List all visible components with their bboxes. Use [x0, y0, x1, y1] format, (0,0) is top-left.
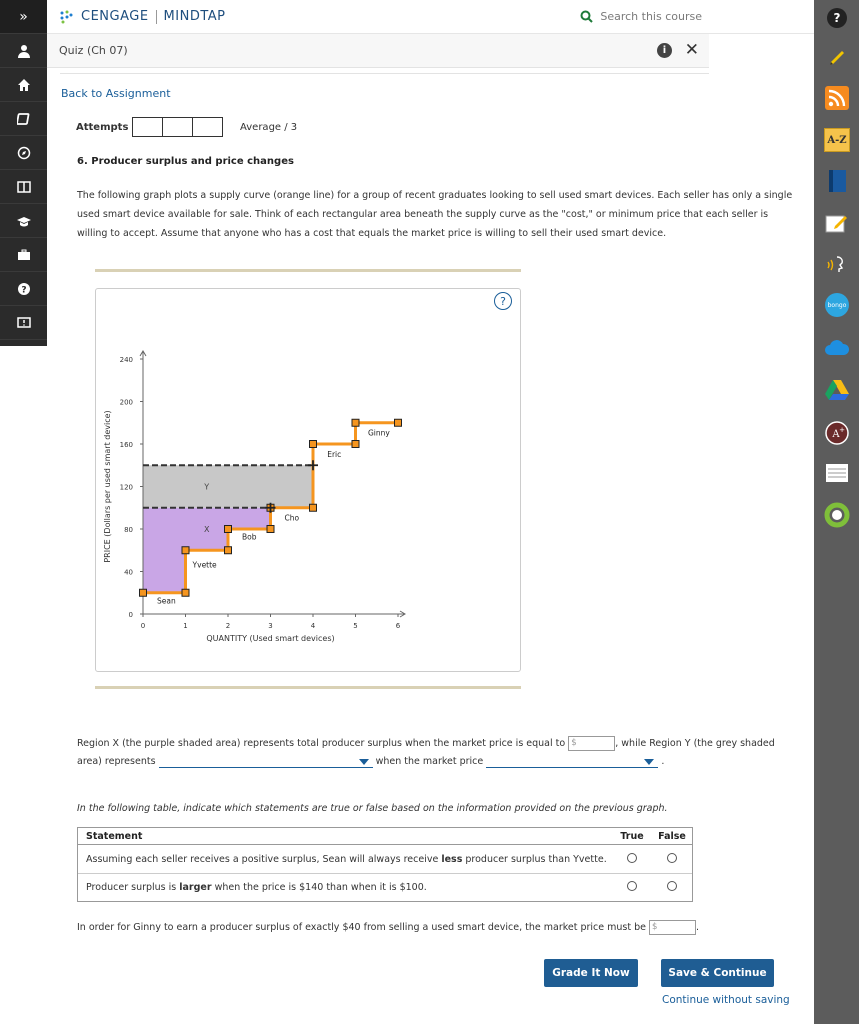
progress-app-icon[interactable]	[824, 502, 850, 528]
rss-app-icon[interactable]	[824, 85, 850, 111]
false-radio[interactable]	[667, 853, 677, 863]
graph-top-rule	[95, 269, 521, 272]
supply-point-marker	[182, 589, 189, 596]
compass-icon[interactable]	[0, 136, 47, 170]
statement-text	[78, 882, 612, 893]
table-row	[78, 845, 692, 873]
table-row	[78, 873, 692, 901]
chevron-down-icon	[644, 759, 654, 765]
activity-divider	[60, 73, 709, 74]
statement-emphasis: less	[441, 853, 463, 865]
x-tick-label: 5	[353, 622, 358, 630]
cengage-logo[interactable]	[59, 9, 226, 24]
glossary-app-icon[interactable]: A-Z	[824, 127, 850, 153]
attempt-box	[132, 117, 163, 137]
readspeaker-app-icon[interactable]	[824, 252, 850, 278]
average-score: Average / 3	[240, 122, 298, 133]
svg-text:+: +	[839, 426, 845, 434]
supply-point-marker	[182, 547, 189, 554]
true-radio[interactable]	[627, 881, 637, 891]
close-icon[interactable]: ✕	[684, 40, 699, 60]
brand-mindtap: MINDTAP	[163, 9, 226, 24]
statement-part: Producer surplus is	[86, 882, 180, 893]
seller-label: Eric	[327, 449, 342, 459]
x-tick-label: 4	[310, 622, 316, 630]
table-header	[78, 828, 692, 845]
double-chevron-icon: »	[19, 8, 28, 25]
x-tick-label: 1	[183, 622, 188, 630]
x-tick-label: 2	[225, 622, 231, 630]
supply-point-marker	[267, 526, 274, 533]
statement-part: Assuming each seller receives a positive surplus, Sean will always receive	[86, 853, 442, 865]
final-question-text: In order for Ginny to earn a producer surplus of exactly $40 from selling a used smart device, the market price must be	[77, 922, 646, 933]
seller-label: Ginny	[367, 428, 390, 438]
notes-app-icon[interactable]	[824, 210, 850, 236]
briefcase-icon[interactable]	[0, 238, 47, 272]
seller-label: Yvette	[192, 560, 217, 570]
supply-point-marker	[310, 441, 317, 448]
final-question	[77, 920, 699, 935]
header-statement: Statement	[86, 830, 143, 842]
x-tick-label: 0	[140, 622, 146, 630]
help-app-icon[interactable]: ?	[824, 5, 850, 31]
supply-graph	[96, 346, 426, 656]
question-intro: The following graph plots a supply curve (orange line) for a group of recent graduates looking to sell used smart devices. Each seller has only a single used smart device available for sale. Think of each rectangular area beneath the supply curve as the "cost," or minimum price that each seller is willing to accept. Assume that anyone who has a cost that equals the market price is willing to sell their used smart device.	[77, 190, 793, 239]
notebook-icon[interactable]	[0, 102, 47, 136]
fill-in-text: area) represents	[77, 756, 156, 767]
ebook-app-icon[interactable]	[824, 168, 850, 194]
statement-part: when the price is $140 than when it is $100.	[211, 882, 427, 893]
chevron-down-icon	[359, 759, 369, 765]
fill-in-text: Region X (the purple shaded area) represents total producer surplus when the market price is equal to	[77, 738, 566, 749]
supply-point-marker	[352, 419, 359, 426]
region-y-dropdown[interactable]	[159, 755, 373, 768]
right-apps-rail	[814, 0, 859, 1024]
true-false-table	[77, 827, 693, 902]
header-false: False	[658, 830, 686, 842]
fill-in-text: , while Region Y (the grey shaded	[615, 738, 775, 749]
x-tick-label: 6	[395, 622, 401, 630]
x-tick-label: 3	[268, 622, 273, 630]
svg-text:A: A	[832, 429, 840, 440]
supply-point-marker	[310, 504, 317, 511]
seller-label: Sean	[157, 596, 176, 606]
info-icon[interactable]: i	[657, 43, 672, 58]
save-and-continue-button[interactable]: Save & Continue	[661, 959, 774, 987]
fill-in-text: when the market price	[375, 756, 484, 767]
attempt-box	[162, 117, 193, 137]
ginny-price-input[interactable]: $	[649, 920, 696, 935]
supply-point-marker	[225, 526, 232, 533]
attempts-label: Attempts	[76, 121, 129, 133]
fill-in-text: .	[661, 756, 665, 767]
expand-rail-button[interactable]	[0, 0, 47, 34]
statement-part: producer surplus than Yvette.	[462, 853, 607, 865]
supply-point-marker	[140, 589, 147, 596]
seller-label: Bob	[242, 532, 257, 542]
pencil-app-icon[interactable]	[824, 45, 850, 71]
activity-bar	[47, 34, 709, 68]
y-tick-label: 120	[119, 483, 133, 492]
final-question-text: .	[696, 922, 700, 933]
statement-text	[78, 854, 612, 865]
brand-cengage: CENGAGE	[81, 9, 149, 24]
cengage-dots-icon	[59, 10, 77, 24]
feedback-icon[interactable]	[0, 306, 47, 340]
left-navigation-rail	[0, 0, 47, 346]
graduation-cap-icon[interactable]	[0, 204, 47, 238]
seller-label: Cho	[284, 513, 300, 523]
continue-without-saving-link[interactable]: Continue without saving	[662, 994, 790, 1006]
price-change-dropdown[interactable]	[486, 755, 658, 768]
help-circle-icon[interactable]	[0, 272, 47, 306]
course-search[interactable]	[580, 10, 702, 23]
table-instruction: In the following table, indicate which statements are true or false based on the information provided on the previous graph.	[77, 803, 668, 814]
google-drive-app-icon[interactable]	[824, 377, 850, 403]
grade-it-now-button[interactable]: Grade It Now	[544, 959, 638, 987]
y-tick-label: 200	[119, 398, 133, 407]
user-icon[interactable]	[0, 34, 47, 68]
top-header	[47, 0, 814, 34]
brand-divider	[156, 10, 157, 24]
back-to-assignment-link[interactable]: Back to Assignment	[61, 87, 171, 100]
cloud-app-icon[interactable]	[824, 335, 850, 361]
false-radio[interactable]	[667, 881, 677, 891]
fill-in-line-1	[77, 736, 775, 751]
flashcards-app-icon[interactable]	[824, 460, 850, 486]
region-y-label: Y	[204, 482, 210, 492]
y-tick-label: 0	[128, 611, 133, 619]
question-title: 6. Producer surplus and price changes	[77, 156, 294, 167]
home-icon[interactable]	[0, 68, 47, 102]
graph-bottom-rule	[95, 686, 521, 689]
search-icon	[580, 10, 593, 23]
svg-text:?: ?	[20, 285, 27, 295]
y-tick-label: 40	[124, 568, 133, 577]
fill-in-line-2	[77, 755, 664, 768]
header-true: True	[620, 830, 644, 842]
x-axis-title: QUANTITY (Used smart devices)	[206, 634, 335, 643]
statement-emphasis: larger	[179, 882, 212, 893]
kaltura-app-icon[interactable]	[824, 292, 850, 318]
search-input[interactable]: Search this course	[600, 10, 702, 23]
supply-point-marker	[225, 547, 232, 554]
svg-text:bongo: bongo	[827, 302, 847, 309]
y-axis-title: PRICE (Dollars per used smart device)	[103, 410, 112, 563]
true-radio[interactable]	[627, 853, 637, 863]
supply-point-marker	[395, 419, 402, 426]
y-tick-label: 80	[124, 526, 133, 534]
aplus-app-icon[interactable]	[824, 420, 850, 446]
graph-help-icon[interactable]: ?	[494, 292, 512, 310]
book-icon[interactable]	[0, 170, 47, 204]
supply-point-marker	[352, 441, 359, 448]
region-y-fill	[143, 465, 313, 508]
attempts-tracker	[76, 117, 223, 137]
activity-title: Quiz (Ch 07)	[59, 44, 128, 57]
attempt-box	[192, 117, 223, 137]
price-input-region-x[interactable]: $	[568, 736, 615, 751]
y-tick-label: 160	[119, 441, 133, 449]
region-x-label: X	[204, 525, 210, 534]
y-tick-label: 240	[119, 356, 133, 364]
